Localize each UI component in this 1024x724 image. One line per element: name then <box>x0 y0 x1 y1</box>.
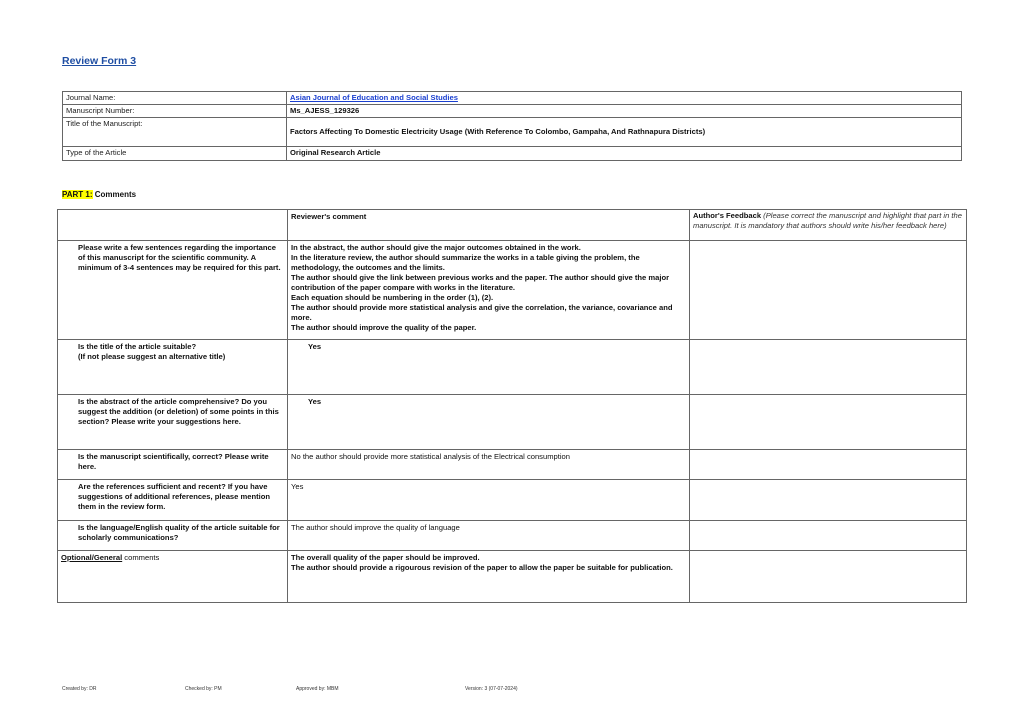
reviewer-comment: No the author should provide more statistical analysis of the Electrical consumption <box>288 450 690 480</box>
author-feedback[interactable] <box>690 480 967 521</box>
question: Please write a few sentences regarding the importance of this manuscript for the scientific community. A minimum of 3-4 sentences may be required for this part. <box>58 241 288 340</box>
part-heading <box>62 190 136 199</box>
number-label: Manuscript Number: <box>63 105 287 118</box>
author-feedback[interactable] <box>690 450 967 480</box>
part-label: PART 1: <box>62 190 93 199</box>
question: Is the language/English quality of the article suitable for scholarly communications? <box>58 521 288 551</box>
comments-table <box>57 209 967 603</box>
author-feedback[interactable] <box>690 551 967 603</box>
author-feedback[interactable] <box>690 395 967 450</box>
table-row <box>58 241 967 340</box>
table-row <box>58 395 967 450</box>
footer-version: Version: 3 (07-07-2024) <box>465 686 518 692</box>
header-author: Author's Feedback (Please correct the manuscript and highlight that part in the manuscript. It is mandatory that authors should write his/her feedback here) <box>690 210 967 241</box>
table-row <box>58 340 967 395</box>
reviewer-comment: Yes <box>288 480 690 521</box>
part-title: Comments <box>92 190 137 199</box>
header-reviewer: Reviewer's comment <box>288 210 690 241</box>
manuscript-title: Factors Affecting To Domestic Electricity Usage (With Reference To Colombo, Gampaha, And Rathnapura Districts) <box>287 118 962 147</box>
table-row <box>58 480 967 521</box>
table-row <box>58 521 967 551</box>
reviewer-comment: Yes <box>288 340 690 395</box>
journal-label: Journal Name: <box>63 92 287 105</box>
type-label: Type of the Article <box>63 147 287 161</box>
author-feedback[interactable] <box>690 340 967 395</box>
footer-created: Created by: DR <box>62 686 97 692</box>
question: Optional/General comments <box>58 551 288 603</box>
author-feedback[interactable] <box>690 521 967 551</box>
footer-checked: Checked by: PM <box>185 686 222 692</box>
form-title: Review Form 3 <box>62 55 137 67</box>
question: Is the manuscript scientifically, correct? Please write here. <box>58 450 288 480</box>
journal-link[interactable]: Asian Journal of Education and Social Studies <box>290 93 458 102</box>
table-header-row <box>58 210 967 241</box>
question: Is the title of the article suitable? (If not please suggest an alternative title) <box>58 340 288 395</box>
reviewer-comment: The author should improve the quality of language <box>288 521 690 551</box>
table-row <box>58 450 967 480</box>
footer-approved: Approved by: MBM <box>296 686 339 692</box>
reviewer-comment: In the abstract, the author should give the major outcomes obtained in the work. In the literature review, the author should summarize the works in a table giving the problem, the methodology, the outcomes and the limits. The author should give the link between previous works and the paper. The author should give the major contribution of the paper compare with works in the literature. Each equation should be numbering in the order (1), (2). The author should provide more statistical analysis and give the correlation, the variance, covariance and more. The author should improve the quality of the paper. <box>288 241 690 340</box>
question: Is the abstract of the article comprehensive? Do you suggest the addition (or deletion) of some points in this section? Please write your suggestions here. <box>58 395 288 450</box>
article-type: Original Research Article <box>287 147 962 161</box>
author-feedback[interactable] <box>690 241 967 340</box>
table-row <box>58 551 967 603</box>
manuscript-info-table <box>62 91 962 161</box>
reviewer-comment: The overall quality of the paper should be improved. The author should provide a rigourous revision of the paper to allow the paper be suitable for publication. <box>288 551 690 603</box>
title-label: Title of the Manuscript: <box>63 118 287 147</box>
reviewer-comment: Yes <box>288 395 690 450</box>
question: Are the references sufficient and recent? If you have suggestions of additional references, please mention them in the review form. <box>58 480 288 521</box>
manuscript-number: Ms_AJESS_129326 <box>287 105 962 118</box>
